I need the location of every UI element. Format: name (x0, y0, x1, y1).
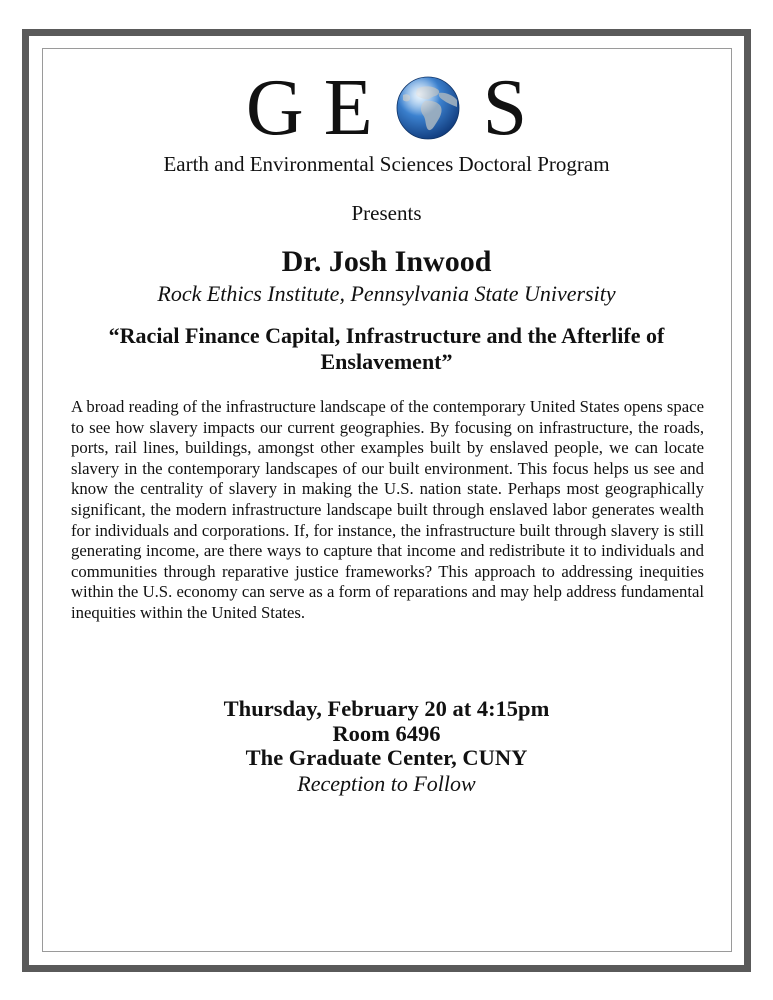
event-reception: Reception to Follow (297, 770, 476, 796)
abstract-paragraph: A broad reading of the infrastructure landscape of the contemporary United States opens space to see how slavery impacts our current geographies. By focusing on infrastructure, the roads, ports, rail lines, buildings, amongst other examples built by enslaved people, we can locate slavery in the contemporary landscapes of our built environment. This focus helps us see and know the centrality of slavery in making the U.S. nation state. Perhaps most geographically significant, the modern infrastructure landscape built through enslaved labor generates wealth for individuals and corporations. If, for instance, the infrastructure built through slavery is still generating income, are there ways to capture that income and redistribute it to individuals and communities through reparative justice frameworks? This approach to addressing inequities within the U.S. economy can serve as a form of reparations and may help address fundamental inequities within the United States. (71, 397, 704, 622)
logo-letter-g: G (245, 64, 304, 152)
talk-title: “Racial Finance Capital, Infrastructure and the Afterlife of Enslavement” (108, 323, 665, 374)
presents-label: Presents (351, 201, 422, 225)
speaker-name: Dr. Josh Inwood (281, 245, 492, 278)
logo-letter-e: E (323, 64, 373, 152)
geos-logo (0, 64, 773, 152)
speaker-affiliation: Rock Ethics Institute, Pennsylvania State University (157, 281, 616, 306)
program-name: Earth and Environmental Sciences Doctoral Program (163, 152, 610, 176)
event-venue: The Graduate Center, CUNY (245, 745, 528, 770)
event-room: Room 6496 (332, 720, 441, 746)
globe-icon (395, 75, 461, 141)
logo-letter-s: S (482, 64, 528, 152)
event-datetime: Thursday, February 20 at 4:15pm (223, 696, 550, 721)
event-info (0, 697, 773, 797)
